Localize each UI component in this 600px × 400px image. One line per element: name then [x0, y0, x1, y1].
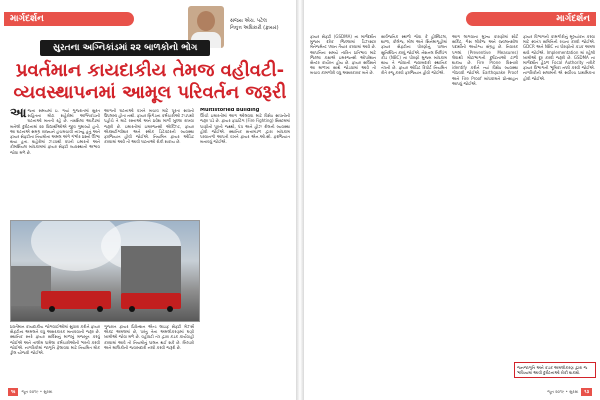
body-column-3: Multistoried Building ઊંચી ઇમારતોમાં આગ ઓલવવા માટે વિશેષ સાધનોની જરૂર પડે છે. ફાયર ફાઇટિંગ (Fire Fighting) સિસ્ટમમાં પાણીનો પૂરતો જથ્થો, પંપ અને હોઝ રીલની વ્યવસ્થા હોવી જોઈએ. સ્થાનિક સત્તામંડળ દ્વારા બાંધકામ પરવાનગી આપતી વખતે ફાયર એન.ઓ.સી. ફરજિયાત બનાવવું જોઈએ.	[200, 108, 290, 145]
headline-line-2: વ્યવસ્થાપનમાં આમૂલ પરિવર્તન જરૂરી	[13, 82, 287, 103]
folio-right: જૂન ૨૦૧૯ • સુરક્ષા ૧૩	[547, 388, 592, 396]
article-kicker: સુરતના અગ્નિકાંડમાં ૨૨ બાળકોનો ભોગ	[40, 40, 210, 56]
folio-left: ૧૨ જૂન ૨૦૧૯ • સુરક્ષા	[8, 388, 53, 396]
body-column-1: આજના સમયમાં ઇ. ગયાં ગુજરાતમાં સુરત સહિતના મોટા શહેરોમાં અગ્નિકાંડની ઘટનાઓ બનતી રહે છે. તક્ષશિલા આર્કેડમાં બનેલી દુર્ઘટનામાં ૨૨ વિદ્યાર્થીઓએ જીવ ગુમાવ્યો હતો. આ ઘટનાએ સમગ્ર રાજ્યને હચમચાવી નાખ્યું હતું અને ફાયર સેફટીના નિયમોના અમલ અંગે ગંભીર પ્રશ્નો ઊભા થયા હતા. શહેરોમાં ઝડપથી વધતી ઇમારતો અને કોમર્શિયલ બાંધકામમાં ફાયર સેફટી વ્યવસ્થાનો અભાવ જોવા મળે છે.	[10, 108, 100, 155]
fire-photo	[10, 220, 200, 322]
body-column-5: ગુજરાત ફાયર પ્રિવેન્શન એન્ડ લાઇફ સેફટી મેઝર્સ એક્ટ અમલમાં છે, પરંતુ તેના અમલીકરણમાં ઘણી ખામીઓ જોવા મળે છે. વહીવટી તંત્ર દ્વારા કડક કાર્યવાહી કરવામાં આવે તો નિયમોનું પાલન થઈ શકે છે. બિલ્ડરો અને માલિકોની જવાબદારી નક્કી કરવી જરૂરી છે.	[104, 324, 194, 350]
author-name: સંજય એચ. પટેલ નિવૃત્ત અધિકારી (ફાયર)	[230, 18, 279, 31]
dropcap: આ	[10, 108, 27, 121]
closing-callout: જનજાગૃતિ અને કડક અમલીકરણ દ્વારા જ ભવિષ્યમાં આવી દુર્ઘટનાઓ રોકી શકાશે.	[514, 362, 596, 378]
right-column-4: ફાયર વિભાગની કામગીરીનું મૂલ્યાંકન કરવા માટે સ્વતંત્ર સમિતિની રચના કરવી જોઈએ. GDCR અને NBC ના ધોરણોનો કડક અમલ થવો જોઈએ. Implementation માં રહેલી ખામીઓ દૂર કરવી જરૂરી છે. GSDMA ના માર્ગદર્શન હેઠળ Focal Authority તરીકે ફાયર વિભાગની ભૂમિકા નક્કી કરવી જોઈએ. નાગરિકોની સલામતી એ સર્વોચ્ચ પ્રાથમિકતા હોવી જોઈએ.	[523, 34, 595, 81]
left-page	[0, 0, 296, 400]
section-label-right: માર્ગદર્શન	[466, 12, 596, 26]
page-gutter	[296, 0, 304, 400]
subheading: Multistoried Building	[200, 108, 260, 113]
right-column-3: આગ લાગવાના મુખ્ય કારણોમાં શોર્ટ સર્કિટ, ગેસ લીકેજ અને જ્વલનશીલ પદાર્થોનો અયોગ્ય સંગ્રહ છે. નિવારક પગલાં (Preventive Measures) લેવાથી મોટાભાગની દુર્ઘટનાઓ ટાળી શકાય છે. Fire Prone વિસ્તારો identify કરીને ત્યાં વિશેષ વ્યવસ્થા ગોઠવવી જોઈએ. Earthquake Proof અને Fire Proof બાંધકામને પ્રોત્સાહન આપવું જોઈએ.	[452, 34, 518, 86]
page-number-left: ૧૨	[8, 388, 18, 396]
body-column-2: આગની ઘટનાઓ વખતે બચાવ માટે પૂરતા સાધનો ઉપલબ્ધ હોતા નથી. ફાયર બ્રિગેડના કર્મચારીઓ ઝડપથી પહોંચે તે માટે રસ્તાઓ અને પ્રવેશ માર્ગો ખુલ્લા રાખવા જરૂરી છે. ઇમારતોમાં ઇમરજન્સી એક્ઝિટ, ફાયર એક્સટીંગ્વીશર અને સ્મોક ડિટેક્ટરની વ્યવસ્થા ફરજિયાત હોવી જોઈએ. નિયમિત ફાયર ઓડિટ કરવામાં આવે તો આવી ઘટનાઓ રોકી શકાય છે.	[104, 108, 194, 145]
headline-line-1: પ્રવર્તમાન કાયદાકીય તેમજ વહીવટી-	[15, 60, 285, 81]
right-column-2: સાર્વજનિક સ્થળો જેવા કે હોસ્પિટલ, શાળા, કોલેજ, મોલ અને સિનેમાગૃહોમાં ફાયર સેફટીના ધોરણોનું પાલન સુનિશ્ચિત કરવું જોઈએ. નેશનલ બિલ્ડિંગ કોડ (NBC) ના ધોરણો મુજબ બાંધકામ થાય તે જોવાની જવાબદારી સ્થાનિક તંત્રની છે. ફાયર ઓડિટ રિપોર્ટ નિયમિત રીતે રજૂ કરવો ફરજિયાત હોવો જોઈએ.	[381, 34, 447, 76]
page-number-right: ૧૩	[581, 388, 592, 396]
section-label: માર્ગદર્શન	[4, 12, 134, 26]
right-page	[304, 0, 600, 400]
body-column-4: પ્રવર્તમાન કાયદાકીય જોગવાઈઓમાં સુધારા કરીને ફાયર સેફટીના અમલને વધુ અસરકારક બનાવવાની જરૂર છે. સ્થાનિક સ્તરે ફાયર સર્વિસનું માળખું મજબૂત કરવું જોઈએ અને તાલીમ પામેલા કર્મચારીઓની ભરતી કરવી જોઈએ. નાગરિકોમાં જાગૃતિ ફેલાવવા માટે નિયમિત મોક ડ્રીલ યોજવી જોઈએ.	[10, 324, 100, 356]
right-column-1: ફાયર સેફટી (GSDMA) ના માર્ગદર્શન મુજબ દરેક જિલ્લામાં ડિઝાસ્ટર મેનેજમેન્ટ પ્લાન તૈયાર કરવામાં આવે છે. આપત્તિના સમયે ત્વરિત પ્રતિભાવ માટે જિલ્લા કક્ષાએ ઇમરજન્સી ઓપરેશન સેન્ટર કાર્યરત હોય છે. ફાયર સર્વિસને આ માળખા સાથે જોડવામાં આવે તો બચાવ કામગીરી વધુ અસરકારક બને છે.	[310, 34, 376, 76]
article-headline	[10, 60, 290, 104]
